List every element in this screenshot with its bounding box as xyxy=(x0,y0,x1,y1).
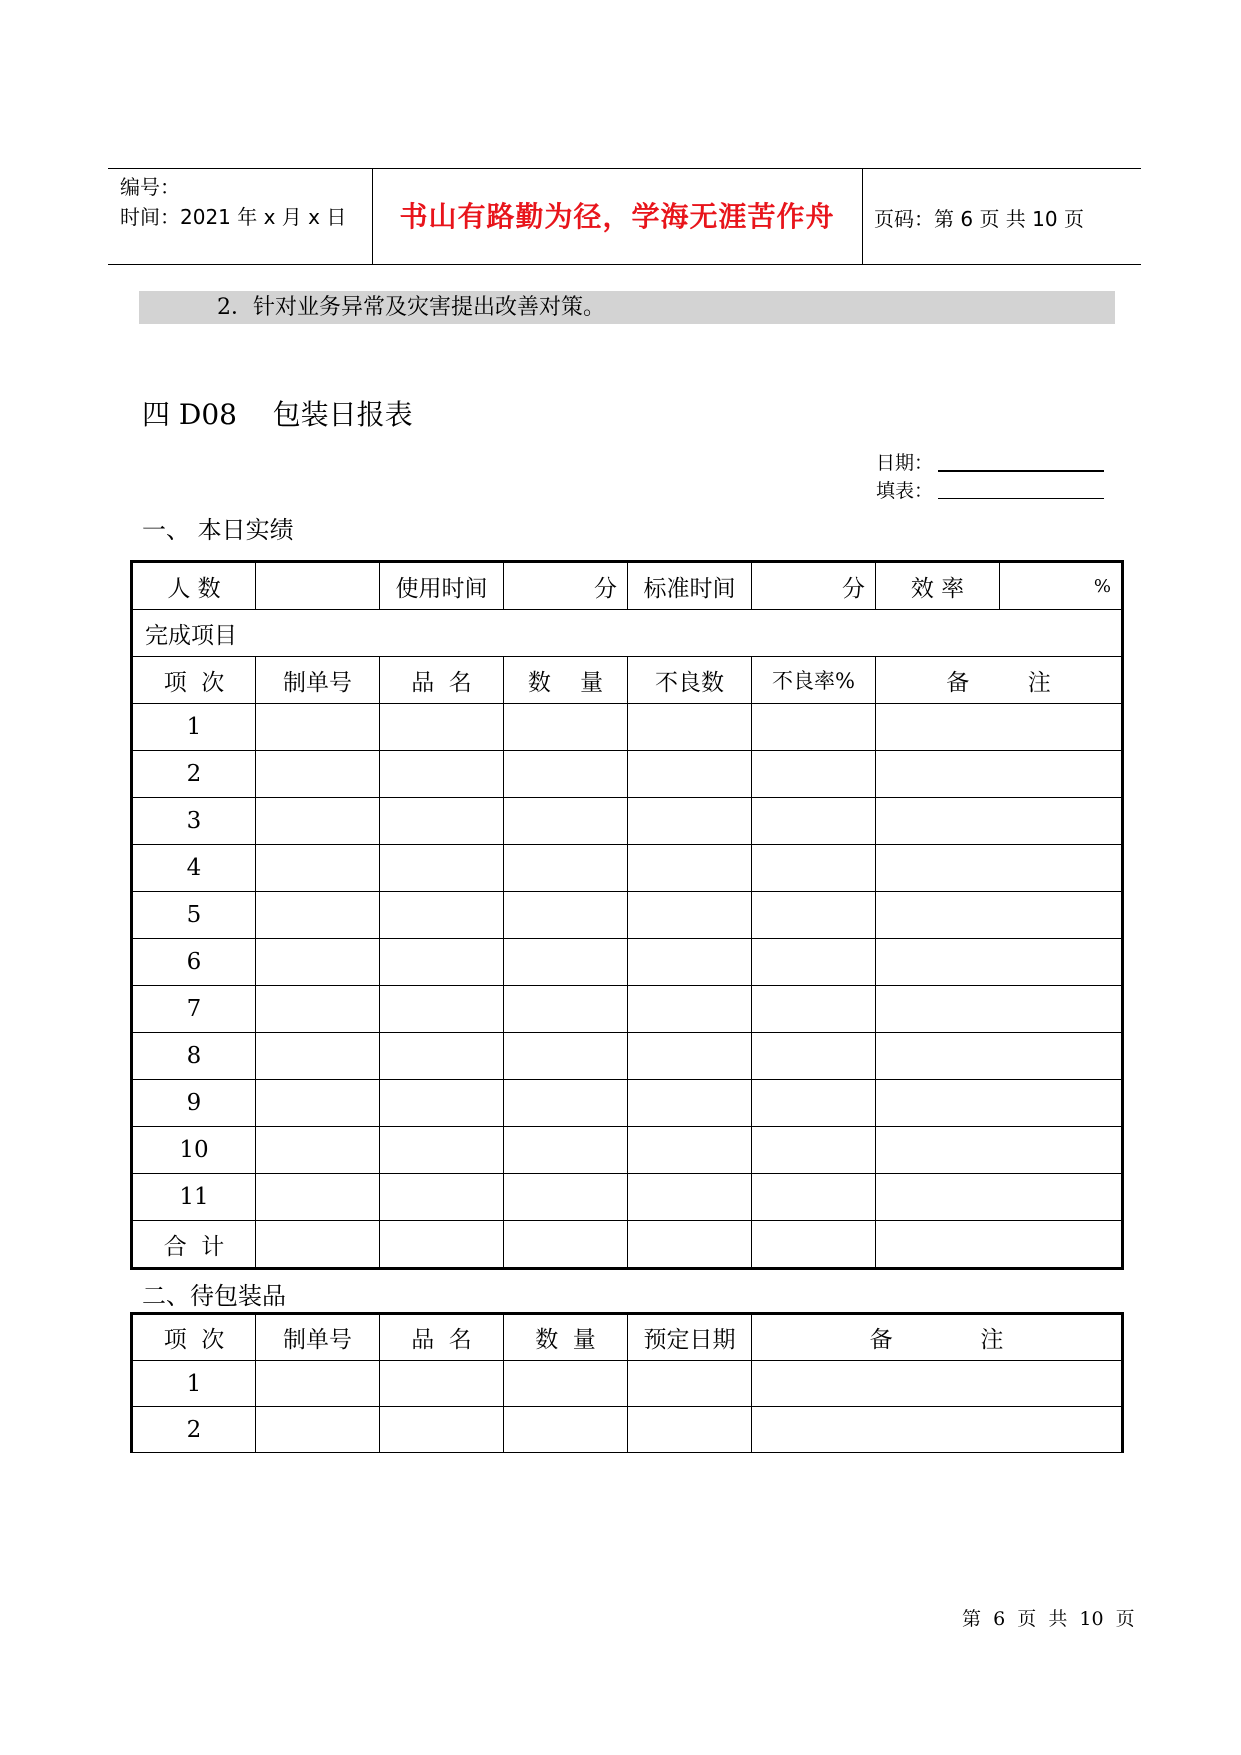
table-cell[interactable] xyxy=(628,892,752,939)
table-cell[interactable] xyxy=(380,892,504,939)
row-number: 7 xyxy=(132,986,256,1033)
serial-label: 编号： xyxy=(120,175,180,199)
total-label: 合 计 xyxy=(132,1221,256,1269)
table-cell[interactable] xyxy=(752,1127,876,1174)
date-label: 日期： xyxy=(876,452,934,474)
table-cell[interactable] xyxy=(256,1174,380,1221)
table-cell[interactable] xyxy=(876,1127,1123,1174)
table-cell[interactable] xyxy=(876,1080,1123,1127)
table-cell[interactable] xyxy=(256,704,380,751)
table-cell[interactable] xyxy=(380,1033,504,1080)
table-row xyxy=(132,610,1123,657)
table-cell[interactable] xyxy=(504,1361,628,1407)
table-cell[interactable] xyxy=(628,986,752,1033)
table-cell[interactable] xyxy=(876,798,1123,845)
total-cell[interactable] xyxy=(876,1221,1123,1269)
table-cell[interactable] xyxy=(380,1080,504,1127)
table-cell[interactable] xyxy=(628,798,752,845)
total-cell[interactable] xyxy=(256,1221,380,1269)
row-number: 2 xyxy=(132,751,256,798)
filler-input-line[interactable] xyxy=(938,498,1104,499)
date-input-line[interactable] xyxy=(938,470,1104,472)
table-cell[interactable] xyxy=(504,798,628,845)
row-number: 6 xyxy=(132,939,256,986)
table-cell[interactable] xyxy=(504,986,628,1033)
table-row xyxy=(132,798,1123,845)
table-cell[interactable] xyxy=(504,751,628,798)
std-time-unit[interactable]: 分 xyxy=(752,562,876,610)
table-cell[interactable] xyxy=(256,798,380,845)
table-cell[interactable] xyxy=(504,939,628,986)
row-number: 8 xyxy=(132,1033,256,1080)
table-cell[interactable] xyxy=(752,845,876,892)
col-header-remarks: 备 注 xyxy=(876,657,1123,704)
row-number: 1 xyxy=(132,1361,256,1407)
table-cell[interactable] xyxy=(504,704,628,751)
std-time-label: 标准时间 xyxy=(628,562,752,610)
filler-label: 填表： xyxy=(876,480,934,502)
table-cell[interactable] xyxy=(504,1407,628,1453)
header-left xyxy=(120,172,346,232)
table-cell[interactable] xyxy=(752,1407,1123,1453)
header-motto: 书山有路勤为径，学海无涯苦作舟 xyxy=(399,200,835,233)
table-cell[interactable] xyxy=(752,1080,876,1127)
table-cell[interactable] xyxy=(504,1033,628,1080)
table-cell[interactable] xyxy=(628,1361,752,1407)
total-cell[interactable] xyxy=(380,1221,504,1269)
table-cell[interactable] xyxy=(380,1361,504,1407)
header-page-number: 页码：第 6 页 共 10 页 xyxy=(874,207,1084,231)
total-cell[interactable] xyxy=(752,1221,876,1269)
table-cell[interactable] xyxy=(752,1174,876,1221)
col-header-product: 品 名 xyxy=(380,657,504,704)
table-row xyxy=(132,751,1123,798)
col-header-scheduled-date: 预定日期 xyxy=(628,1314,752,1361)
table-cell[interactable] xyxy=(876,845,1123,892)
table-row xyxy=(132,1407,1123,1453)
table-cell[interactable] xyxy=(752,704,876,751)
table-row xyxy=(132,1080,1123,1127)
table-cell[interactable] xyxy=(256,845,380,892)
col-header-qty: 数 量 xyxy=(504,1314,628,1361)
table-cell[interactable] xyxy=(380,1407,504,1453)
table-cell[interactable] xyxy=(256,1033,380,1080)
table-cell[interactable] xyxy=(256,939,380,986)
table-cell[interactable] xyxy=(876,986,1123,1033)
table-cell[interactable] xyxy=(256,1127,380,1174)
table-cell[interactable] xyxy=(628,751,752,798)
page-title: 四 D08 包装日报表 xyxy=(142,398,413,431)
row-number: 4 xyxy=(132,845,256,892)
table-cell[interactable] xyxy=(876,704,1123,751)
table-cell[interactable] xyxy=(752,939,876,986)
table-total-row xyxy=(132,1221,1123,1269)
section1-title: 一、 本日实绩 xyxy=(142,516,294,544)
table-cell[interactable] xyxy=(256,1407,380,1453)
table-cell[interactable] xyxy=(380,1127,504,1174)
table-row xyxy=(132,845,1123,892)
table-cell[interactable] xyxy=(380,751,504,798)
table-cell[interactable] xyxy=(380,939,504,986)
completed-items-label: 完成项目 xyxy=(132,610,1123,657)
table-row xyxy=(132,892,1123,939)
row-number: 11 xyxy=(132,1174,256,1221)
daily-performance-table xyxy=(130,560,1124,1270)
table-row xyxy=(132,1361,1123,1407)
table-cell[interactable] xyxy=(256,986,380,1033)
table-cell[interactable] xyxy=(876,939,1123,986)
table-cell[interactable] xyxy=(504,845,628,892)
header-bottom-rule xyxy=(108,264,1141,265)
people-value-cell[interactable] xyxy=(256,562,380,610)
table-cell[interactable] xyxy=(876,892,1123,939)
col-header-item: 项 次 xyxy=(132,1314,256,1361)
table-cell[interactable] xyxy=(876,751,1123,798)
table-cell[interactable] xyxy=(752,892,876,939)
table-cell[interactable] xyxy=(752,798,876,845)
table-cell[interactable] xyxy=(628,1174,752,1221)
col-header-item: 项 次 xyxy=(132,657,256,704)
pending-packaging-table xyxy=(130,1312,1124,1453)
table-cell[interactable] xyxy=(628,1407,752,1453)
header-top-rule xyxy=(108,168,1141,169)
table-cell[interactable] xyxy=(628,1033,752,1080)
row-number: 3 xyxy=(132,798,256,845)
table-cell[interactable] xyxy=(380,704,504,751)
efficiency-label: 效 率 xyxy=(876,562,1000,610)
table-cell[interactable] xyxy=(628,845,752,892)
use-time-unit[interactable]: 分 xyxy=(504,562,628,610)
efficiency-percent[interactable]: % xyxy=(1000,562,1123,610)
table-cell[interactable] xyxy=(628,1127,752,1174)
row-number: 1 xyxy=(132,704,256,751)
intro-text: 2．针对业务异常及灾害提出改善对策。 xyxy=(217,295,605,320)
table-cell[interactable] xyxy=(504,1127,628,1174)
table-row xyxy=(132,704,1123,751)
table-row xyxy=(132,1174,1123,1221)
row-number: 2 xyxy=(132,1407,256,1453)
table-header-row xyxy=(132,1314,1123,1361)
people-label: 人 数 xyxy=(132,562,256,610)
table-row xyxy=(132,939,1123,986)
use-time-label: 使用时间 xyxy=(380,562,504,610)
col-header-order-no: 制单号 xyxy=(256,1314,380,1361)
row-number: 9 xyxy=(132,1080,256,1127)
table-cell[interactable] xyxy=(628,704,752,751)
col-header-defect-rate: 不良率% xyxy=(752,657,876,704)
col-header-qty: 数 量 xyxy=(504,657,628,704)
table-header-row xyxy=(132,657,1123,704)
table-cell[interactable] xyxy=(876,1174,1123,1221)
table-row xyxy=(132,1033,1123,1080)
table-cell[interactable] xyxy=(876,1033,1123,1080)
table-row xyxy=(132,986,1123,1033)
table-cell[interactable] xyxy=(752,1361,1123,1407)
col-header-remarks: 备 注 xyxy=(752,1314,1123,1361)
table-cell[interactable] xyxy=(256,892,380,939)
table-cell[interactable] xyxy=(380,845,504,892)
table-cell[interactable] xyxy=(504,1174,628,1221)
table-cell[interactable] xyxy=(256,751,380,798)
table-cell[interactable] xyxy=(256,1080,380,1127)
table-row xyxy=(132,1127,1123,1174)
table-cell[interactable] xyxy=(504,1080,628,1127)
total-cell[interactable] xyxy=(504,1221,628,1269)
table-cell[interactable] xyxy=(256,1361,380,1407)
table-row xyxy=(132,562,1123,610)
table-cell[interactable] xyxy=(628,1080,752,1127)
table-cell[interactable] xyxy=(752,986,876,1033)
table-cell[interactable] xyxy=(752,1033,876,1080)
time-label: 时间：2021 年 x 月 x 日 xyxy=(120,205,347,229)
row-number: 10 xyxy=(132,1127,256,1174)
total-cell[interactable] xyxy=(628,1221,752,1269)
section2-title: 二、待包装品 xyxy=(142,1282,286,1310)
table-cell[interactable] xyxy=(380,798,504,845)
header-divider-right xyxy=(862,168,863,264)
table-cell[interactable] xyxy=(380,986,504,1033)
col-header-order-no: 制单号 xyxy=(256,657,380,704)
footer-page-number: 第 6 页 共 10 页 xyxy=(962,1608,1135,1630)
table-cell[interactable] xyxy=(504,892,628,939)
col-header-defects: 不良数 xyxy=(628,657,752,704)
table-cell[interactable] xyxy=(628,939,752,986)
table-cell[interactable] xyxy=(380,1174,504,1221)
col-header-product: 品 名 xyxy=(380,1314,504,1361)
table-cell[interactable] xyxy=(752,751,876,798)
row-number: 5 xyxy=(132,892,256,939)
